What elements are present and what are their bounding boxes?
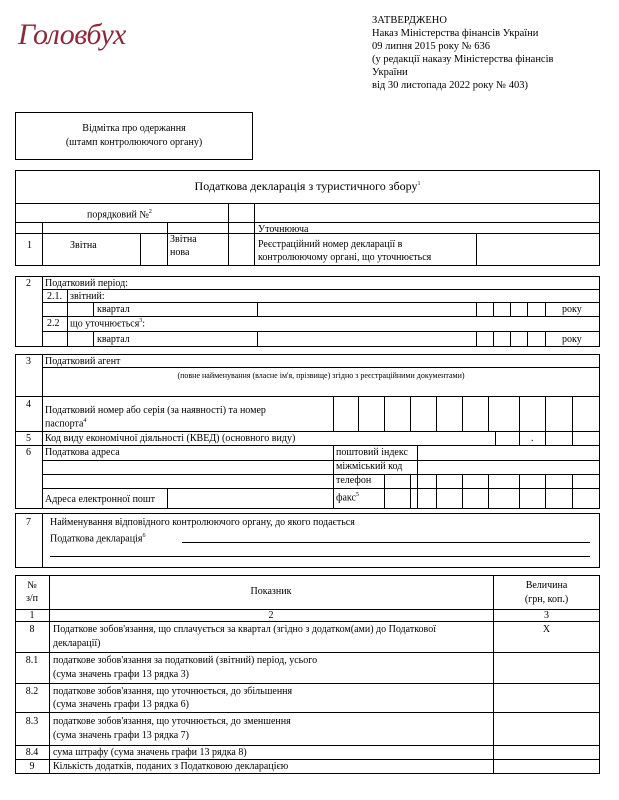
clarifying-label: Уточнююча [258,224,309,235]
stamp-box [15,112,253,160]
address-label: Податкова адреса [45,447,120,458]
approval-line: 09 липня 2015 року № 636 [372,41,491,52]
page-title: Податкова декларація з туристичного збору$^1$ [194,179,421,193]
row-num: 8.4 [25,747,39,758]
year-label: року [562,334,582,345]
row-value: Х [542,624,551,635]
row-num: 8.2 [25,686,39,697]
row-label: податкове зобов'язання, що уточнюється, до зменшення [53,716,291,727]
fax-label: факс$^5$ [336,492,359,504]
period-reporting-label: звітний: [70,291,105,302]
approval-line: (у редакції наказу Міністерства фінансів [372,54,554,65]
row-label: (сума значень графи 13 рядка 6) [53,699,189,710]
row-num: 9 [29,761,35,772]
row-label: декларації) [53,638,101,649]
authority-label: Найменування відповідного контролюючого органу, до якого подається [50,517,355,528]
row-label: Податкове зобов'язання, що сплачується за квартал (згідно з додатком(ами) до Податкової [53,624,436,635]
type-new-label: Звітна [170,234,197,245]
approval-line: від 30 листопада 2022 року № 403) [372,80,528,91]
approval-line: ЗАТВЕРДЖЕНО [372,15,447,26]
row-label: Кількість додатків, поданих з Податковою декларацією [53,761,289,772]
kved-dot: . [531,433,534,444]
email-label: Адреса електронної пошт [45,494,155,505]
row-number: 1 [27,240,32,251]
col-num-header: № [27,580,37,591]
phone-label: телефон [336,475,372,486]
intercity-code-label: міжміський код [336,461,403,472]
quarter-label: квартал [97,304,130,315]
year-label: року [562,304,582,315]
stamp-label: Відмітка про одержання [82,123,186,134]
col-index: 3 [544,610,549,621]
col-index: 2 [268,610,274,621]
quarter-label: квартал [97,334,130,345]
reg-number-label: Реєстраційний номер декларації в [258,239,403,250]
row-num: 8.1 [25,655,39,666]
agent-hint: (повне найменування (власне ім'я, прізвище) згідно з реєстраційними документами) [177,371,465,380]
col-index: 1 [29,610,35,621]
approval-block [372,14,553,92]
serial-label: порядковий №$^2$ [87,209,152,221]
stamp-hint: (штамп контролюючого органу) [65,137,203,148]
type-regular-label: Звітна [70,240,97,251]
approval-line: Наказ Міністерства фінансів України [372,28,539,39]
agent-label: Податковий агент [45,356,121,367]
col-value-header: (грн, коп.) [524,594,569,605]
row-label: податкове зобов'язання за податковий (звітний) період, усього [53,655,318,666]
row-num: 8.3 [25,716,39,727]
tax-number-label: паспорта$^4$ [45,418,87,430]
tax-number-num: 4 [26,399,31,410]
period-clarified-label: що уточнюється$^3$: [70,318,146,330]
col-num-header: з/п [25,593,39,604]
authority-label: Податкова декларація$^6$ [50,533,146,545]
agent-num: 3 [26,356,31,367]
period-clarified-num: 2.2 [47,318,60,329]
kved-label: Код виду економічної діяльності (КВЕД) (основного виду) [45,433,296,444]
row-label: (сума значень графи 13 рядка 7) [53,730,189,741]
logo: Головбух [18,18,126,51]
col-value-header: Величина [525,580,568,591]
row-num: 8 [29,624,35,635]
type-new-label: нова [170,247,190,258]
col-indicator-header: Показник [250,586,292,597]
tax-number-label: Податковий номер або серія (за наявності) та номер [45,405,266,416]
kved-num: 5 [26,433,31,444]
period-label: Податковий період: [45,278,128,289]
row-label: податкове зобов'язання, що уточнюється, до збільшення [53,686,293,697]
period-num: 2 [26,278,31,289]
row-label: сума штрафу (сума значень графи 13 рядка 8) [53,747,247,758]
row-label: (сума значень графи 13 рядка 3) [53,669,189,680]
reg-number-label: контролюючому органі, що уточнюється [258,252,432,263]
approval-line: України [372,67,408,78]
period-reporting-num: 2.1. [47,291,62,302]
address-num: 6 [26,447,31,458]
authority-num: 7 [26,517,31,528]
postal-code-label: поштовий індекс [336,447,408,458]
